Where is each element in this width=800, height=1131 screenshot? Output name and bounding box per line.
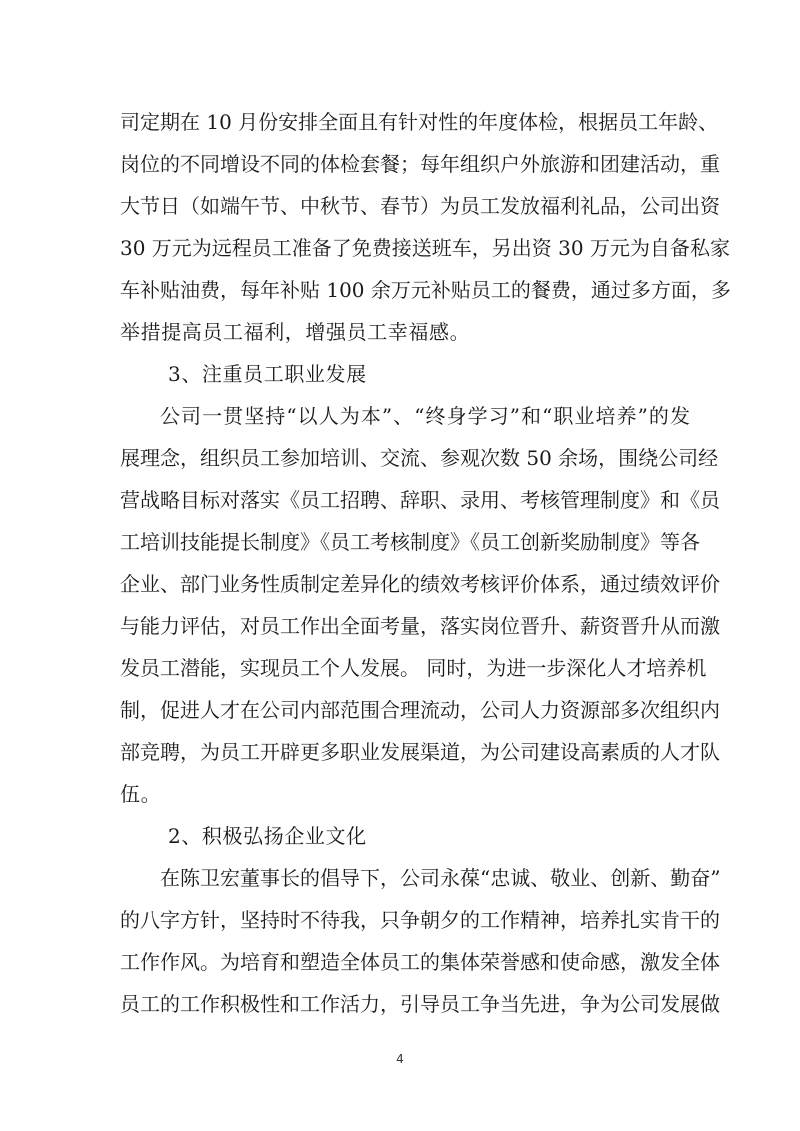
paragraph-line: 营战略目标对落实《员工招聘、辞职、录用、考核管理制度》和《员 <box>120 488 720 512</box>
paragraph-line: 公司一贯坚持“以人为本”、“终身学习”和“职业培养”的发 <box>160 404 690 428</box>
paragraph-line: 发员工潜能，实现员工个人发展。 同时，为进一步深化人才培养机 <box>120 656 707 680</box>
paragraph-line: 制，促进人才在公司内部范围合理流动，公司人力资源部多次组织内 <box>120 698 720 722</box>
paragraph-line: 工培训技能提长制度》《员工考核制度》《员工创新奖励制度》等各 <box>120 530 700 554</box>
section-heading: 3、注重员工职业发展 <box>168 362 367 386</box>
paragraph-line: 工作作风。为培育和塑造全体员工的集体荣誉感和使命感，激发全体 <box>120 950 720 974</box>
paragraph-line: 30 万元为远程员工准备了免费接送班车，另出资 30 万元为自备私家 <box>120 236 730 260</box>
page-number: 4 <box>396 1052 404 1066</box>
paragraph-line: 展理念，组织员工参加培训、交流、参观次数 50 余场，围绕公司经 <box>120 446 719 470</box>
paragraph-line: 与能力评估，对员工作出全面考量，落实岗位晋升、薪资晋升从而激 <box>120 614 720 638</box>
paragraph-line: 岗位的不同增设不同的体检套餐；每年组织户外旅游和团建活动，重 <box>120 152 720 176</box>
paragraph-line: 车补贴油费，每年补贴 100 余万元补贴员工的餐费，通过多方面，多 <box>120 278 731 302</box>
paragraph-line: 的八字方针，坚持时不待我，只争朝夕的工作精神，培养扎实肯干的 <box>120 908 720 932</box>
paragraph-line: 部竞聘，为员工开辟更多职业发展渠道，为公司建设高素质的人才队 <box>120 740 720 764</box>
paragraph-line: 在陈卫宏董事长的倡导下，公司永葆“忠诚、敬业、创新、勤奋” <box>160 866 721 890</box>
paragraph-line: 大节日（如端午节、中秋节、春节）为员工发放福利礼品，公司出资 <box>120 194 720 218</box>
paragraph-line: 企业、部门业务性质制定差异化的绩效考核评价体系，通过绩效评价 <box>120 572 720 596</box>
paragraph-line: 员工的工作积极性和工作活力，引导员工争当先进，争为公司发展做 <box>120 992 720 1016</box>
paragraph-line: 司定期在 10 月份安排全面且有针对性的年度体检，根据员工年龄、 <box>120 110 719 134</box>
section-heading: 2、积极弘扬企业文化 <box>168 824 367 848</box>
paragraph-line: 伍。 <box>120 782 162 806</box>
paragraph-line: 举措提高员工福利，增强员工幸福感。 <box>120 320 471 344</box>
